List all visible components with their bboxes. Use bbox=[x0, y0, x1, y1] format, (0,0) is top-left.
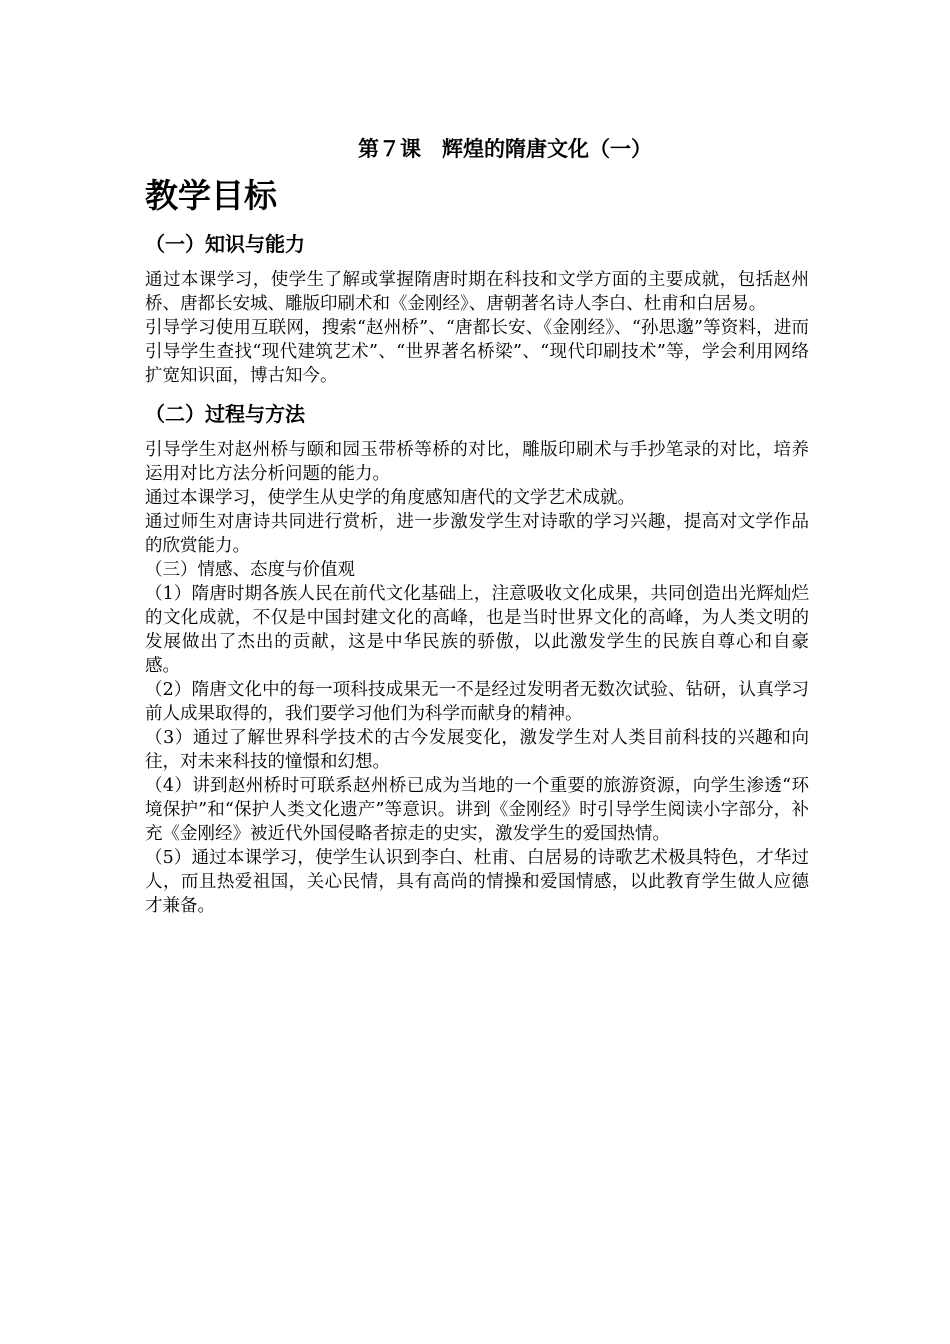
main-heading: 教学目标 bbox=[145, 176, 277, 215]
paragraph: 通过师生对唐诗共同进行赏析，进一步激发学生对诗歌的学习兴趣，提高对文学作品的欣赏能力。 bbox=[145, 512, 809, 556]
paragraph: （1）隋唐时期各族人民在前代文化基础上，注意吸收文化成果，共同创造出光辉灿烂的文化成就，不仅是中国封建文化的高峰，也是当时世界文化的高峰，为人类文明的发展做出了杰出的贡献，这是中华民族的骄傲，以此激发学生的民族自尊心和自豪感。 bbox=[145, 584, 809, 676]
paragraph: 引导学习使用互联网，搜索“赵州桥”、“唐都长安、《金刚经》、“孙思邈”等资料，进而引导学生查找“现代建筑艺术”、“世界著名桥梁”、“现代印刷技术”等，学会利用网络扩宽知识面，博古知今。 bbox=[145, 318, 809, 386]
document-body bbox=[145, 134, 809, 918]
paragraph: （2）隋唐文化中的每一项科技成果无一不是经过发明者无数次试验、钻研，认真学习前人成果取得的，我们要学习他们为科学而献身的精神。 bbox=[145, 680, 809, 724]
section-heading-knowledge: （一）知识与能力 bbox=[145, 232, 305, 256]
paragraph: 通过本课学习，使学生了解或掌握隋唐时期在科技和文学方面的主要成就，包括赵州桥、唐都长安城、雕版印刷术和《金刚经》、唐朝著名诗人李白、杜甫和白居易。 bbox=[145, 270, 809, 314]
section-heading-process: （二）过程与方法 bbox=[145, 402, 305, 426]
paragraph: （5）通过本课学习，使学生认识到李白、杜甫、白居易的诗歌艺术极具特色，才华过人，而且热爱祖国，关心民情，具有高尚的情操和爱国情感，以此教育学生做人应德才兼备。 bbox=[145, 848, 809, 916]
paragraph: （4）讲到赵州桥时可联系赵州桥已成为当地的一个重要的旅游资源，向学生渗透“环境保护”和“保护人类文化遗产”等意识。讲到《金刚经》时引导学生阅读小字部分，补充《金刚经》被近代外国侵略者掠走的史实，激发学生的爱国热情。 bbox=[145, 776, 809, 844]
lesson-title: 第７课 辉煌的隋唐文化（一） bbox=[358, 137, 652, 161]
paragraph: 引导学生对赵州桥与颐和园玉带桥等桥的对比，雕版印刷术与手抄笔录的对比，培养运用对比方法分析问题的能力。 bbox=[145, 440, 809, 484]
paragraph: 通过本课学习，使学生从史学的角度感知唐代的文学艺术成就。 bbox=[145, 488, 635, 508]
paragraph: （3）通过了解世界科学技术的古今发展变化，激发学生对人类目前科技的兴趣和向往，对未来科技的憧憬和幻想。 bbox=[145, 728, 809, 772]
section-heading-values: （三）情感、态度与价值观 bbox=[145, 560, 355, 580]
